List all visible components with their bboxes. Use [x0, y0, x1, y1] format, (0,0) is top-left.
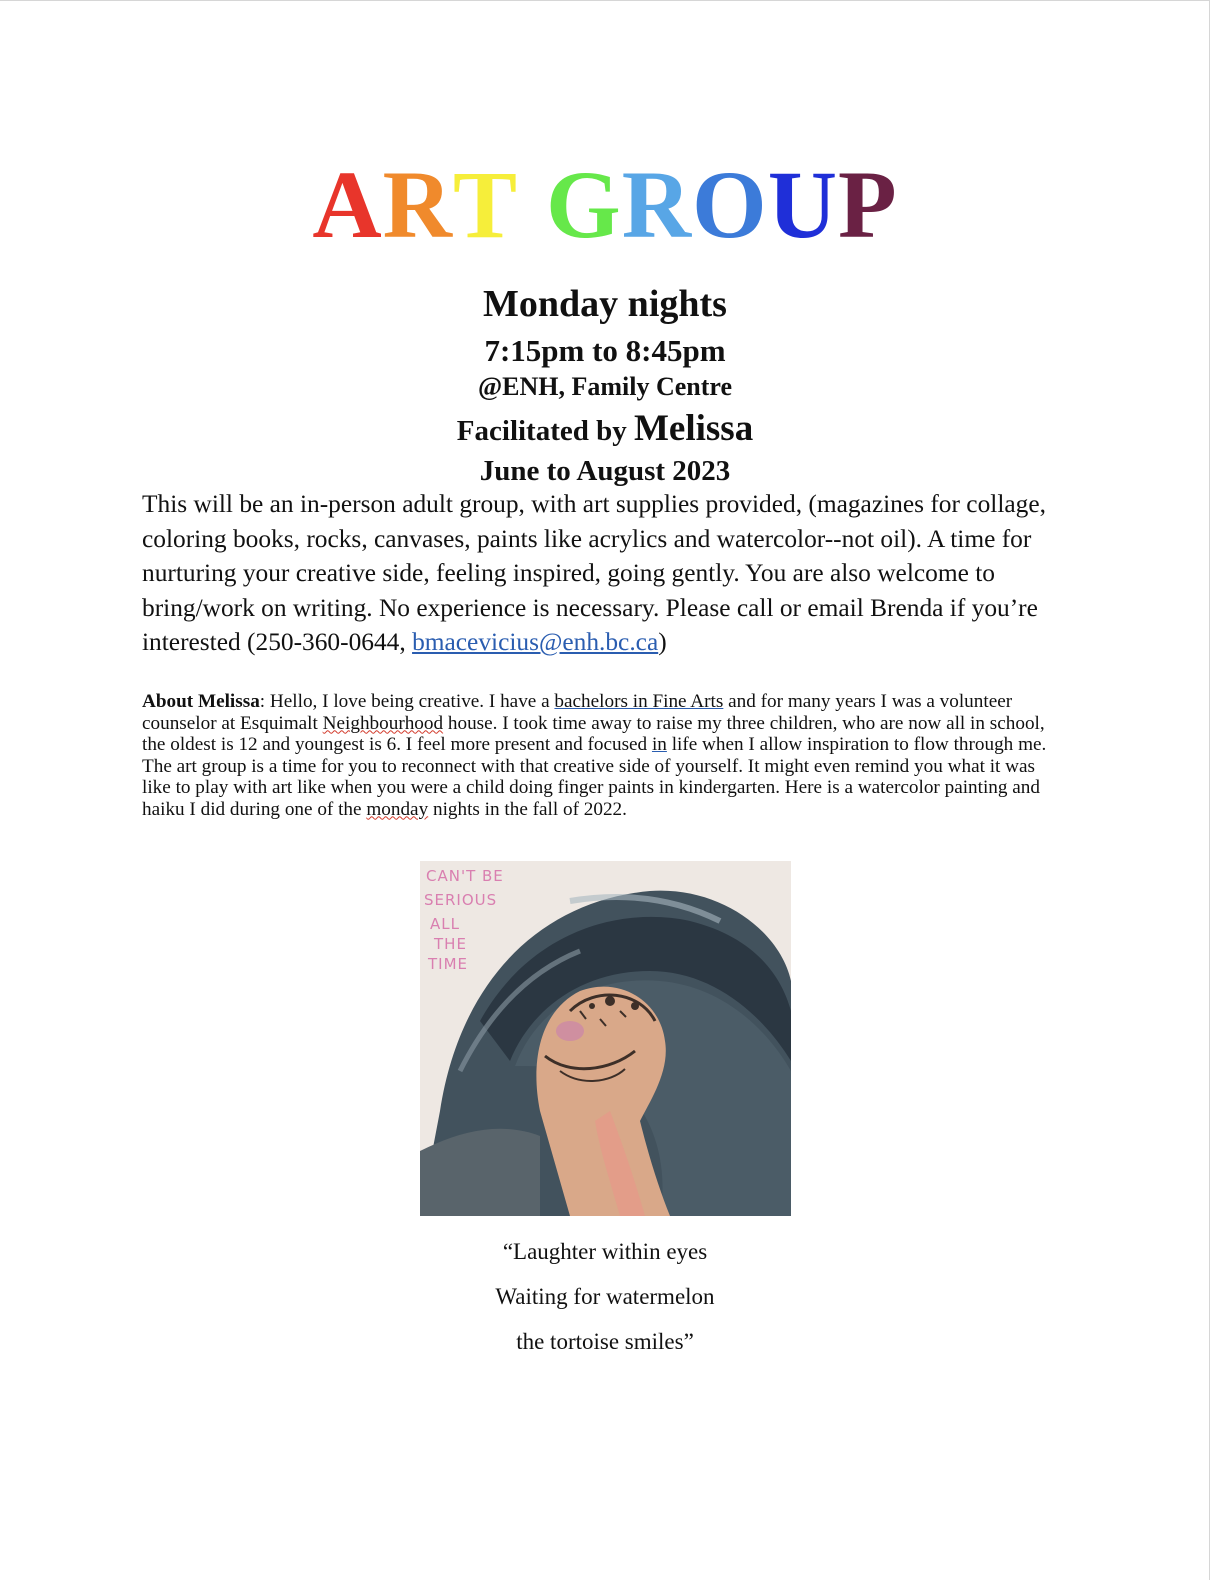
about-monday: monday: [366, 798, 429, 820]
facilitator-line: [0, 409, 1210, 451]
painting-text-line: THE: [434, 935, 467, 953]
about-label: About Melissa: [142, 691, 260, 712]
title-letter: A: [312, 151, 383, 258]
haiku-line-2: Waiting for watermelon: [495, 1284, 715, 1309]
title-letter: U: [767, 151, 839, 258]
tortoise-painting: [420, 861, 791, 1216]
intro-text: This will be an in-person adult group, with art supplies provided, (magazines for collage, coloring books, rocks, canvases, paints like acrylics and watercolor--not oil). A time for nurturing your creative side, feeling inspired, going gently. You are also welcome to bring/work on writing. No experience is necessary. Please call or email Brenda if you’re interested (250-360-0644,: [142, 490, 1046, 656]
title-letter: T: [452, 151, 519, 258]
about-neighbourhood: Neighbourhood: [322, 712, 444, 734]
painting-text-line: TIME: [428, 955, 469, 973]
painting-text-line: CAN'T BE: [426, 867, 504, 885]
about-text: and for many years I was a volunteer counselor at Esquimalt: [142, 691, 1013, 734]
about-text: life when I allow inspiration to flow through me. The art group is a time for you to reconnect with that creative side of yourself. It might even remind you what it was like to play with art like when you were a child doing finger paints in kindergarten. Here is a watercolor painting and haiku I did during one of the: [142, 734, 1047, 820]
intro-closing: ): [658, 628, 667, 656]
about-paragraph: [142, 691, 1062, 820]
about-text: : Hello, I love being creative. I have a: [259, 691, 555, 712]
page-title: [0, 153, 1210, 257]
painting-text-line: SERIOUS: [424, 891, 498, 909]
haiku-line-1: “Laughter within eyes: [502, 1239, 708, 1264]
intro-paragraph: [142, 487, 1058, 660]
haiku-line-3: the tortoise smiles”: [516, 1329, 694, 1354]
about-bachelors: bachelors in Fine Arts: [554, 691, 724, 712]
meeting-time: 7:15pm to 8:45pm: [484, 333, 726, 368]
painting-text-line: ALL: [430, 915, 460, 933]
meeting-location: @ENH, Family Centre: [477, 372, 733, 401]
meeting-dates: June to August 2023: [479, 455, 731, 487]
contact-email-link[interactable]: bmacevicius@enh.bc.ca: [412, 628, 659, 656]
title-letter: P: [838, 151, 898, 258]
title-letter: O: [692, 151, 768, 258]
meeting-day: Monday nights: [483, 283, 727, 325]
facilitator-name: Melissa: [634, 408, 754, 449]
about-text: house. I took time away to raise my three children, who are now all in school, the oldest is 12 and youngest is 6. I feel more present and focused: [142, 712, 1045, 755]
about-text: nights in the fall of 2022.: [428, 798, 627, 820]
title-letter: G: [546, 151, 622, 258]
about-in-word: in: [651, 734, 667, 755]
title-letter: R: [621, 151, 693, 258]
title-letter: R: [382, 151, 453, 258]
tortoise-painting-image: [420, 861, 791, 1216]
facilitated-prefix: Facilitated by: [456, 415, 634, 447]
